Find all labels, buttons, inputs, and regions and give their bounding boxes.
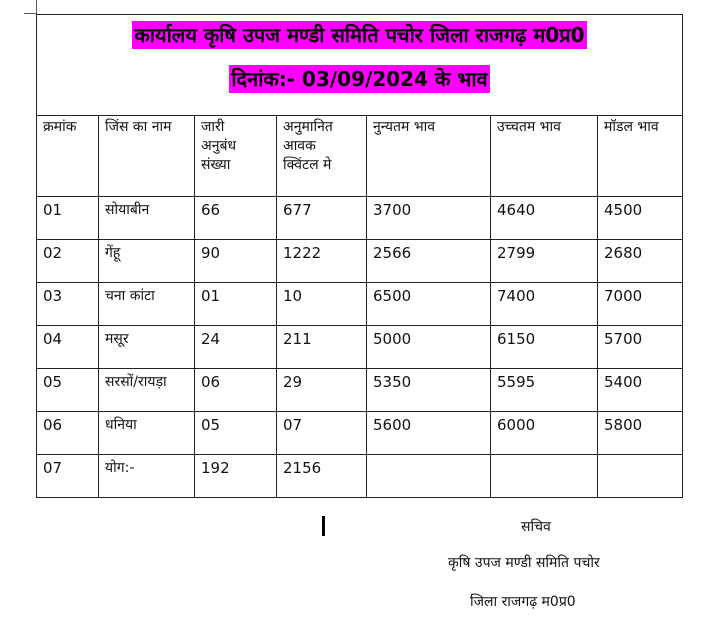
cell-contracts: 66 bbox=[195, 197, 277, 240]
cell-serial: 02 bbox=[37, 240, 99, 283]
cell-arrival: 677 bbox=[277, 197, 367, 240]
cell-max-price: 6000 bbox=[491, 412, 598, 455]
header-serial: क्रमांक bbox=[37, 116, 99, 197]
cell-contracts: 06 bbox=[195, 369, 277, 412]
cell-max-price bbox=[491, 455, 598, 498]
cell-modal-price bbox=[598, 455, 683, 498]
cell-contracts: 01 bbox=[195, 283, 277, 326]
cell-min-price: 3700 bbox=[367, 197, 491, 240]
cell-min-price: 5600 bbox=[367, 412, 491, 455]
cell-contracts: 192 bbox=[195, 455, 277, 498]
signature-district: जिला राजगढ़ म0प्र0 bbox=[470, 594, 576, 610]
cell-max-price: 6150 bbox=[491, 326, 598, 369]
cell-commodity: चना कांटा bbox=[99, 283, 195, 326]
header-row bbox=[37, 116, 683, 197]
cell-max-price: 2799 bbox=[491, 240, 598, 283]
header-modal-price: मॉडल भाव bbox=[598, 116, 683, 197]
rate-table bbox=[36, 14, 683, 498]
header-min-price: नुन्यतम भाव bbox=[367, 116, 491, 197]
table-row bbox=[37, 369, 683, 412]
cell-max-price: 7400 bbox=[491, 283, 598, 326]
cell-serial: 01 bbox=[37, 197, 99, 240]
cell-arrival: 10 bbox=[277, 283, 367, 326]
cell-arrival: 07 bbox=[277, 412, 367, 455]
table-row bbox=[37, 283, 683, 326]
header-commodity: जिंस का नाम bbox=[99, 116, 195, 197]
cell-modal-price: 5700 bbox=[598, 326, 683, 369]
cell-arrival: 2156 bbox=[277, 455, 367, 498]
table-row bbox=[37, 240, 683, 283]
header-arrival: अनुमानित आवक क्विंटल मे bbox=[277, 116, 367, 197]
table-row bbox=[37, 455, 683, 498]
cell-arrival: 1222 bbox=[277, 240, 367, 283]
cell-commodity: सरसों/रायड़ा bbox=[99, 369, 195, 412]
cell-min-price: 2566 bbox=[367, 240, 491, 283]
cell-commodity: सोयाबीन bbox=[99, 197, 195, 240]
cell-serial: 05 bbox=[37, 369, 99, 412]
cell-serial: 04 bbox=[37, 326, 99, 369]
cell-modal-price: 7000 bbox=[598, 283, 683, 326]
cell-min-price: 5350 bbox=[367, 369, 491, 412]
signature-designation: सचिव bbox=[521, 519, 551, 535]
cell-modal-price: 2680 bbox=[598, 240, 683, 283]
office-title: कार्यालय कृषि उपज मण्डी समिति पचोर जिला राजगढ़ म0प्र0 bbox=[134, 23, 585, 47]
cell-commodity: मसूर bbox=[99, 326, 195, 369]
cell-serial: 06 bbox=[37, 412, 99, 455]
cell-contracts: 90 bbox=[195, 240, 277, 283]
cell-modal-price: 5800 bbox=[598, 412, 683, 455]
header-contracts: जारी अनुबंध संख्या bbox=[195, 116, 277, 197]
cell-serial: 03 bbox=[37, 283, 99, 326]
cell-min-price: 6500 bbox=[367, 283, 491, 326]
table-row bbox=[37, 412, 683, 455]
table-row bbox=[37, 197, 683, 240]
text-cursor bbox=[322, 516, 325, 536]
cell-commodity: गेंहू bbox=[99, 240, 195, 283]
crop-mark-vertical bbox=[36, 0, 37, 14]
cell-contracts: 05 bbox=[195, 412, 277, 455]
cell-commodity: योग:- bbox=[99, 455, 195, 498]
cell-min-price: 5000 bbox=[367, 326, 491, 369]
cell-arrival: 29 bbox=[277, 369, 367, 412]
cell-max-price: 5595 bbox=[491, 369, 598, 412]
cell-min-price bbox=[367, 455, 491, 498]
cell-serial: 07 bbox=[37, 455, 99, 498]
table-row bbox=[37, 326, 683, 369]
signature-office: कृषि उपज मण्डी समिति पचोर bbox=[448, 555, 600, 571]
cell-max-price: 4640 bbox=[491, 197, 598, 240]
cell-commodity: धनिया bbox=[99, 412, 195, 455]
cell-modal-price: 4500 bbox=[598, 197, 683, 240]
title-row bbox=[37, 15, 683, 116]
cell-arrival: 211 bbox=[277, 326, 367, 369]
title-cell bbox=[37, 15, 683, 116]
cell-modal-price: 5400 bbox=[598, 369, 683, 412]
header-max-price: उच्चतम भाव bbox=[491, 116, 598, 197]
date-title: दिनांक:- 03/09/2024 के भाव bbox=[231, 67, 488, 91]
cell-contracts: 24 bbox=[195, 326, 277, 369]
